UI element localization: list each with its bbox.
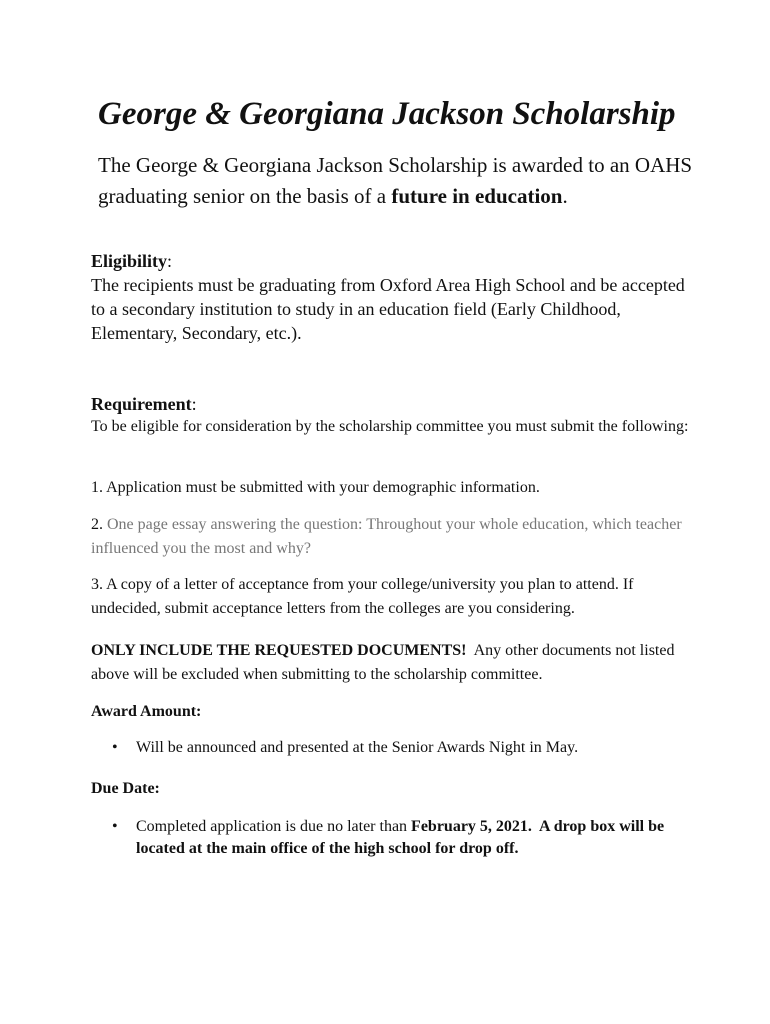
intro-emphasis: future in education xyxy=(391,184,563,208)
notice-paragraph xyxy=(91,639,691,687)
award-amount-label: Award Amount: xyxy=(91,703,202,720)
eligibility-text: The recipients must be graduating from Oxford Area High School and be accepted to a secondary institution to study in an education field (Early Childhood, Elementary, Secondary, etc.). xyxy=(91,275,685,343)
intro-paragraph xyxy=(98,150,698,212)
notice-text: Any other documents not listed above will be excluded when submitting to the scholarship committee. xyxy=(91,642,679,683)
intro-period: . xyxy=(562,184,568,208)
requirement-item-2-number: 2. xyxy=(91,516,107,533)
bullet-icon: • xyxy=(112,739,118,756)
bullet-icon: • xyxy=(112,818,118,835)
award-bullet-item xyxy=(112,737,682,759)
requirement-item-2-text: One page essay answering the question: Throughout your whole education, which teacher influenced you the most and why? xyxy=(91,516,682,557)
eligibility-heading-colon: : xyxy=(167,251,173,271)
due-date-emphasis: February 5, 2021. A drop box will be located at the main office of the high school for drop off. xyxy=(136,818,669,857)
due-date-bullet-text xyxy=(136,816,682,860)
requirement-item-2 xyxy=(91,513,691,561)
requirement-heading xyxy=(91,392,197,416)
requirement-item-1: 1. Application must be submitted with your demographic information. xyxy=(91,479,540,496)
eligibility-heading-label: Eligibility xyxy=(91,251,168,271)
due-date-label: Due Date: xyxy=(91,780,160,797)
notice-emphasis: ONLY INCLUDE THE REQUESTED DOCUMENTS! xyxy=(91,642,467,659)
due-date-text: Completed application is due no later than xyxy=(136,818,412,835)
requirement-item-3: 3. A copy of a letter of acceptance from your college/university you plan to attend. If undecided, submit acceptance letters from the colleges are you considering. xyxy=(91,576,634,617)
requirement-heading-label: Requirement xyxy=(91,394,192,414)
page-title: George & Georgiana Jackson Scholarship xyxy=(98,96,676,132)
eligibility-heading xyxy=(91,249,172,273)
award-bullet-text: Will be announced and presented at the Senior Awards Night in May. xyxy=(136,739,579,756)
due-date-bullet-item xyxy=(112,816,682,860)
intro-text: The George & Georgiana Jackson Scholarship is awarded to an OAHS graduating senior on the basis of a xyxy=(98,153,693,208)
requirement-intro: To be eligible for consideration by the scholarship committee you must submit the following: xyxy=(91,418,689,435)
requirement-heading-colon: : xyxy=(191,394,197,414)
